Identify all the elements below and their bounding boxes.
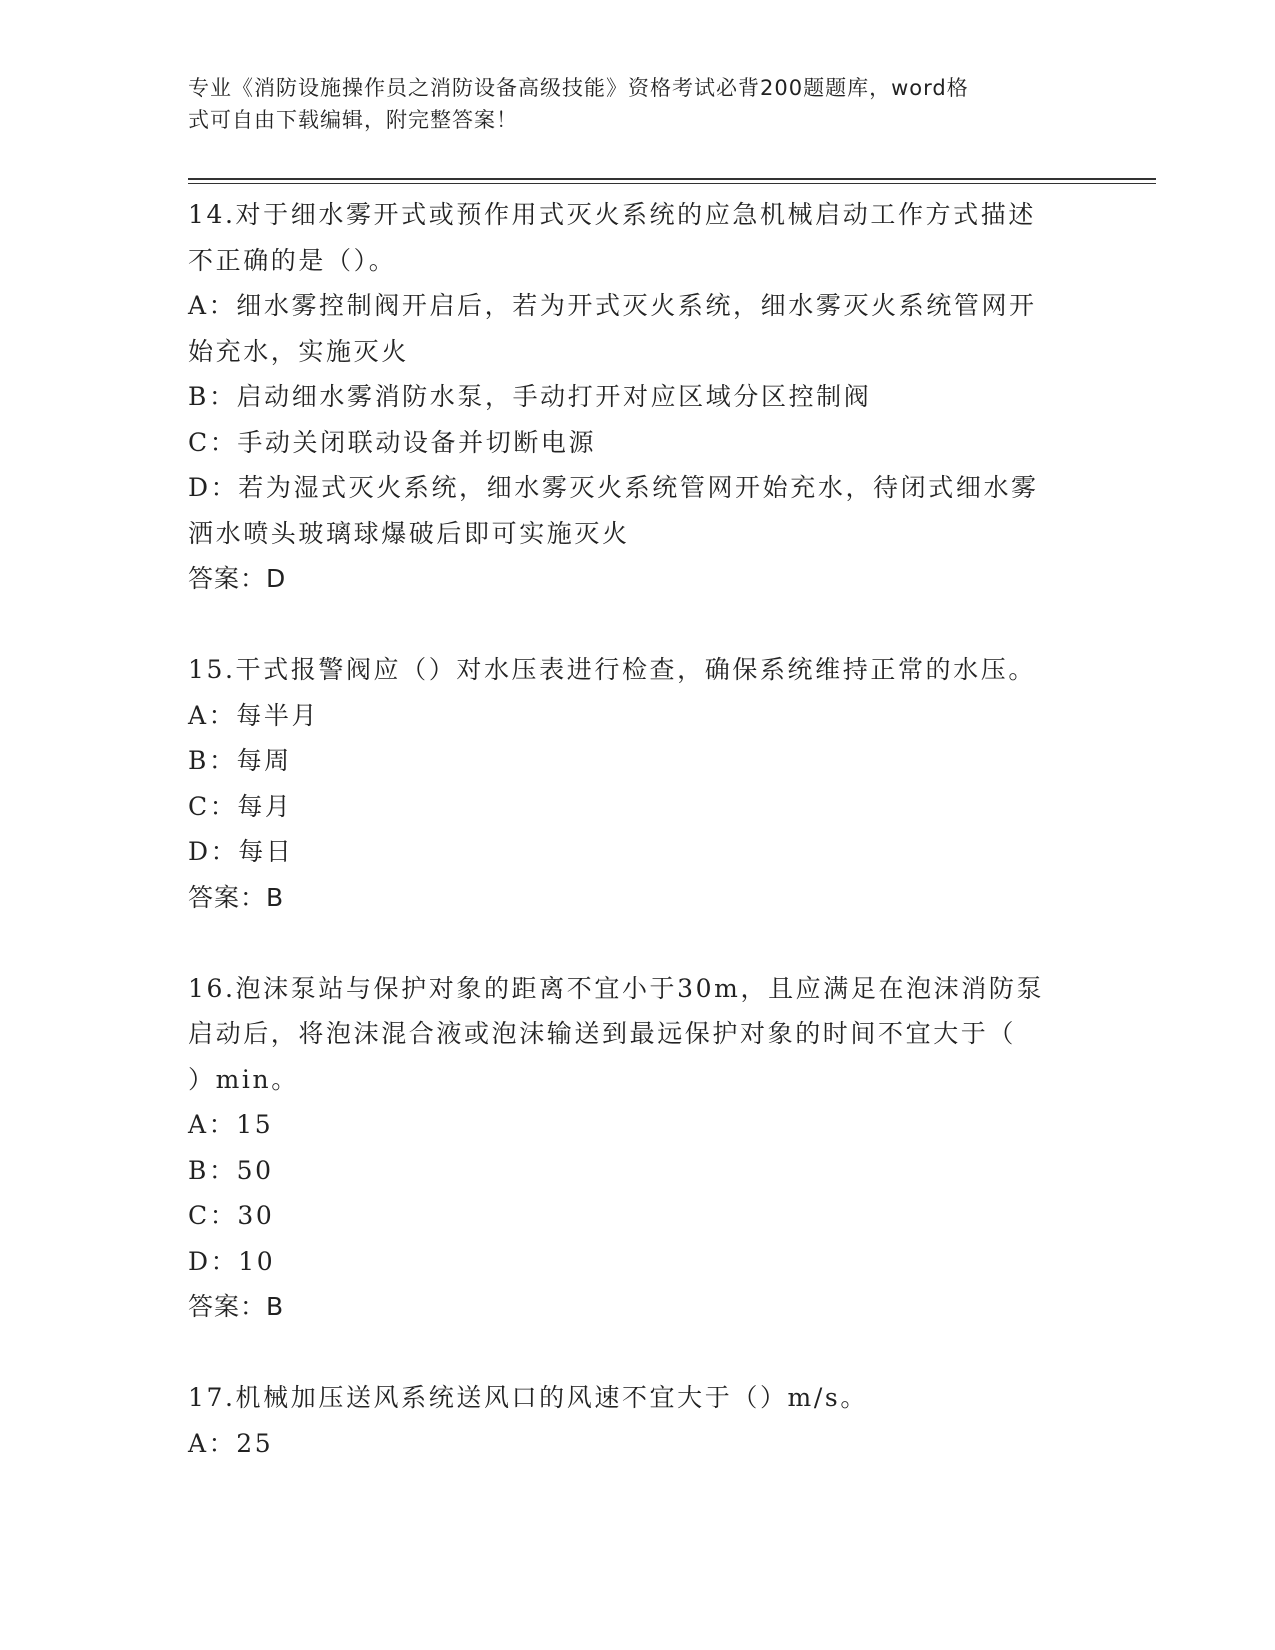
header-divider-thick — [188, 178, 1156, 180]
question-16 — [188, 966, 1088, 1330]
question-stem-cont: ）min。 — [188, 1064, 299, 1094]
question-stem: 17.机械加压送风系统送风口的风速不宜大于（）m/s。 — [188, 1383, 868, 1412]
option-b: B：50 — [188, 1155, 274, 1185]
header-line-1: 专业《消防设施操作员之消防设备高级技能》资格考试必背200题题库，word格 — [188, 76, 969, 100]
question-spacer — [188, 920, 1088, 966]
question-list — [188, 192, 1088, 1466]
question-15 — [188, 647, 1088, 920]
option-d: D：若为湿式灭火系统，细水雾灭火系统管网开始充水，待闭式细水雾 — [188, 473, 1039, 502]
header-divider-thin — [188, 183, 1156, 184]
option-a: A：细水雾控制阀开启后，若为开式灭火系统，细水雾灭火系统管网开 — [188, 291, 1037, 320]
document-header — [188, 72, 1088, 136]
option-b: B：每周 — [188, 746, 292, 775]
answer: 答案：B — [188, 882, 285, 912]
option-d-cont: 洒水喷头玻璃球爆破后即可实施灭火 — [188, 518, 630, 548]
option-d: D：每日 — [188, 837, 294, 866]
header-line-2: 式可自由下载编辑，附完整答案！ — [188, 108, 518, 132]
question-spacer — [188, 1330, 1088, 1376]
question-17 — [188, 1375, 1088, 1466]
question-stem-cont: 启动后，将泡沫混合液或泡沫输送到最远保护对象的时间不宜大于（ — [188, 1019, 1017, 1048]
option-a: A：25 — [188, 1428, 274, 1458]
option-c: C：每月 — [188, 791, 293, 821]
question-14 — [188, 192, 1088, 602]
question-spacer — [188, 602, 1088, 648]
option-a-cont: 始充水，实施灭火 — [188, 336, 409, 366]
question-stem-cont: 不正确的是（）。 — [188, 245, 397, 275]
option-b: B：启动细水雾消防水泵，手动打开对应区域分区控制阀 — [188, 382, 872, 411]
option-d: D：10 — [188, 1246, 276, 1276]
option-c: C：30 — [188, 1201, 275, 1230]
option-a: A：15 — [188, 1110, 274, 1139]
question-stem: 14.对于细水雾开式或预作用式灭火系统的应急机械启动工作方式描述 — [188, 200, 1036, 229]
answer: 答案：B — [188, 1292, 285, 1321]
question-stem: 15.干式报警阀应（）对水压表进行检查，确保系统维持正常的水压。 — [188, 655, 1036, 684]
question-stem: 16.泡沫泵站与保护对象的距离不宜小于30m，且应满足在泡沫消防泵 — [188, 973, 1045, 1003]
option-a: A：每半月 — [188, 700, 320, 730]
option-c: C：手动关闭联动设备并切断电源 — [188, 427, 597, 457]
answer: 答案：D — [188, 564, 287, 593]
